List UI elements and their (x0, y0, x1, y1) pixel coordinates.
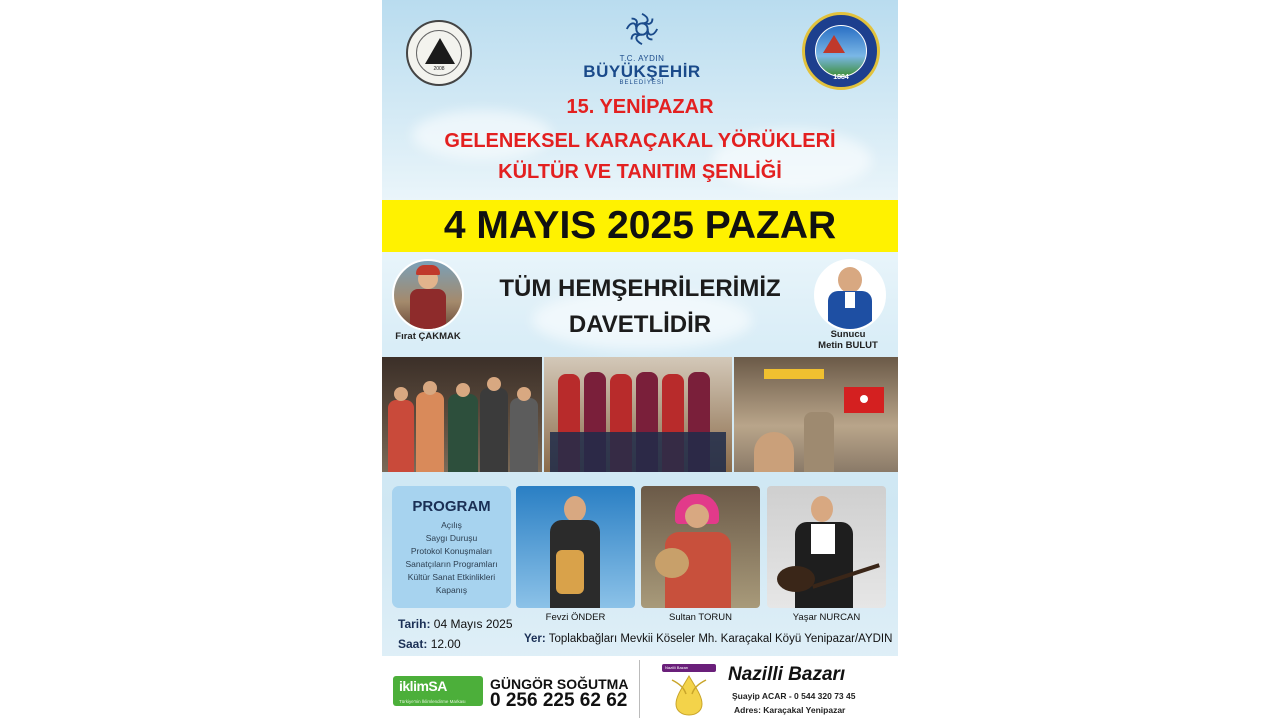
photo-tent-market (734, 357, 898, 472)
swirl-emblem-icon (623, 10, 661, 48)
invite-line-2: DAVETLİDİR (568, 311, 712, 338)
artist-name-3: Yaşar NURCAN (792, 612, 861, 623)
title-line-1: 15. YENİPAZAR (566, 96, 714, 118)
gungor-phone: 0 256 225 62 62 (490, 690, 628, 711)
date-label: Tarih: (398, 617, 431, 631)
avatar-presenter (814, 259, 886, 331)
program-item: Kapanış (435, 585, 468, 595)
program-heading: PROGRAM (412, 498, 491, 515)
photo-villagers (382, 357, 542, 472)
presenter-caption (802, 329, 894, 351)
mountain-icon (823, 35, 845, 53)
avatar-left-person (392, 259, 464, 331)
time-label: Saat: (398, 637, 428, 651)
program-item: Protokol Konuşmaları (410, 546, 493, 556)
date-value: 04 Mayıs 2025 (433, 617, 513, 631)
footer-divider (639, 660, 640, 718)
program-box (392, 486, 511, 608)
tent-icon (425, 38, 455, 64)
photo-folk-dancers (544, 357, 732, 472)
logo-line-buyuksehir: BÜYÜKŞEHİR (583, 62, 701, 81)
place-label: Yer: (524, 633, 546, 645)
event-time (398, 637, 461, 651)
invite-line-1: TÜM HEMŞEHRİLERİMİZ (499, 275, 781, 302)
program-item: Kültür Sanat Etkinlikleri (407, 572, 496, 582)
artist-photo-1 (516, 486, 635, 608)
olive-drop-icon (662, 672, 716, 716)
event-poster (382, 0, 898, 720)
event-place (524, 633, 892, 645)
aydin-buyuksehir-logo (572, 10, 712, 86)
nazilli-contact: Şuayip ACAR - 0 544 320 73 45 (732, 691, 856, 701)
artist-name-2: Sultan TORUN (668, 612, 732, 623)
iklimsa-logo: iklimSA Türkiye'nin İklimlendirme Markası (393, 676, 483, 706)
gungor-name: GÜNGÖR SOĞUTMA (490, 676, 629, 692)
date-banner: 4 MAYIS 2025 PAZAR (382, 200, 898, 252)
program-item: Açılış (441, 520, 462, 530)
left-person-name: Fırat ÇAKMAK (395, 331, 461, 342)
title-line-3: KÜLTÜR VE TANITIM ŞENLİĞİ (498, 161, 782, 183)
logo-line-tc: T.C. AYDIN (619, 54, 665, 63)
yenipazar-municipality-logo: 1884 (802, 12, 880, 90)
event-date (398, 617, 513, 631)
time-value: 12.00 (430, 637, 461, 651)
program-item: Saygı Duruşu (425, 533, 478, 543)
nazilli-address: Adres: Karaçakal Yenipazar (734, 705, 846, 715)
presenter-role: Sunucu (830, 329, 866, 340)
artist-photo-2 (641, 486, 760, 608)
nazilli-bazari-name: Nazilli Bazarı (728, 664, 846, 685)
sponsor-footer (382, 656, 898, 720)
logo-line-belediyesi: BELEDİYESİ (619, 80, 665, 86)
place-value: Toplakbağları Mevkii Köseler Mh. Karaçakal Köyü Yenipazar/AYDIN (548, 633, 893, 645)
presenter-name: Metin BULUT (818, 340, 878, 351)
karacakal-association-logo: 2008 (406, 20, 472, 86)
program-item: Sanatçıların Programları (405, 559, 498, 569)
nazilli-bazari-logo: Nazilli Bazarı (662, 664, 716, 716)
title-line-2: GELENEKSEL KARAÇAKAL YÖRÜKLERİ (444, 130, 836, 152)
artist-name-1: Fevzi ÖNDER (545, 612, 606, 623)
artist-photo-3 (767, 486, 886, 608)
